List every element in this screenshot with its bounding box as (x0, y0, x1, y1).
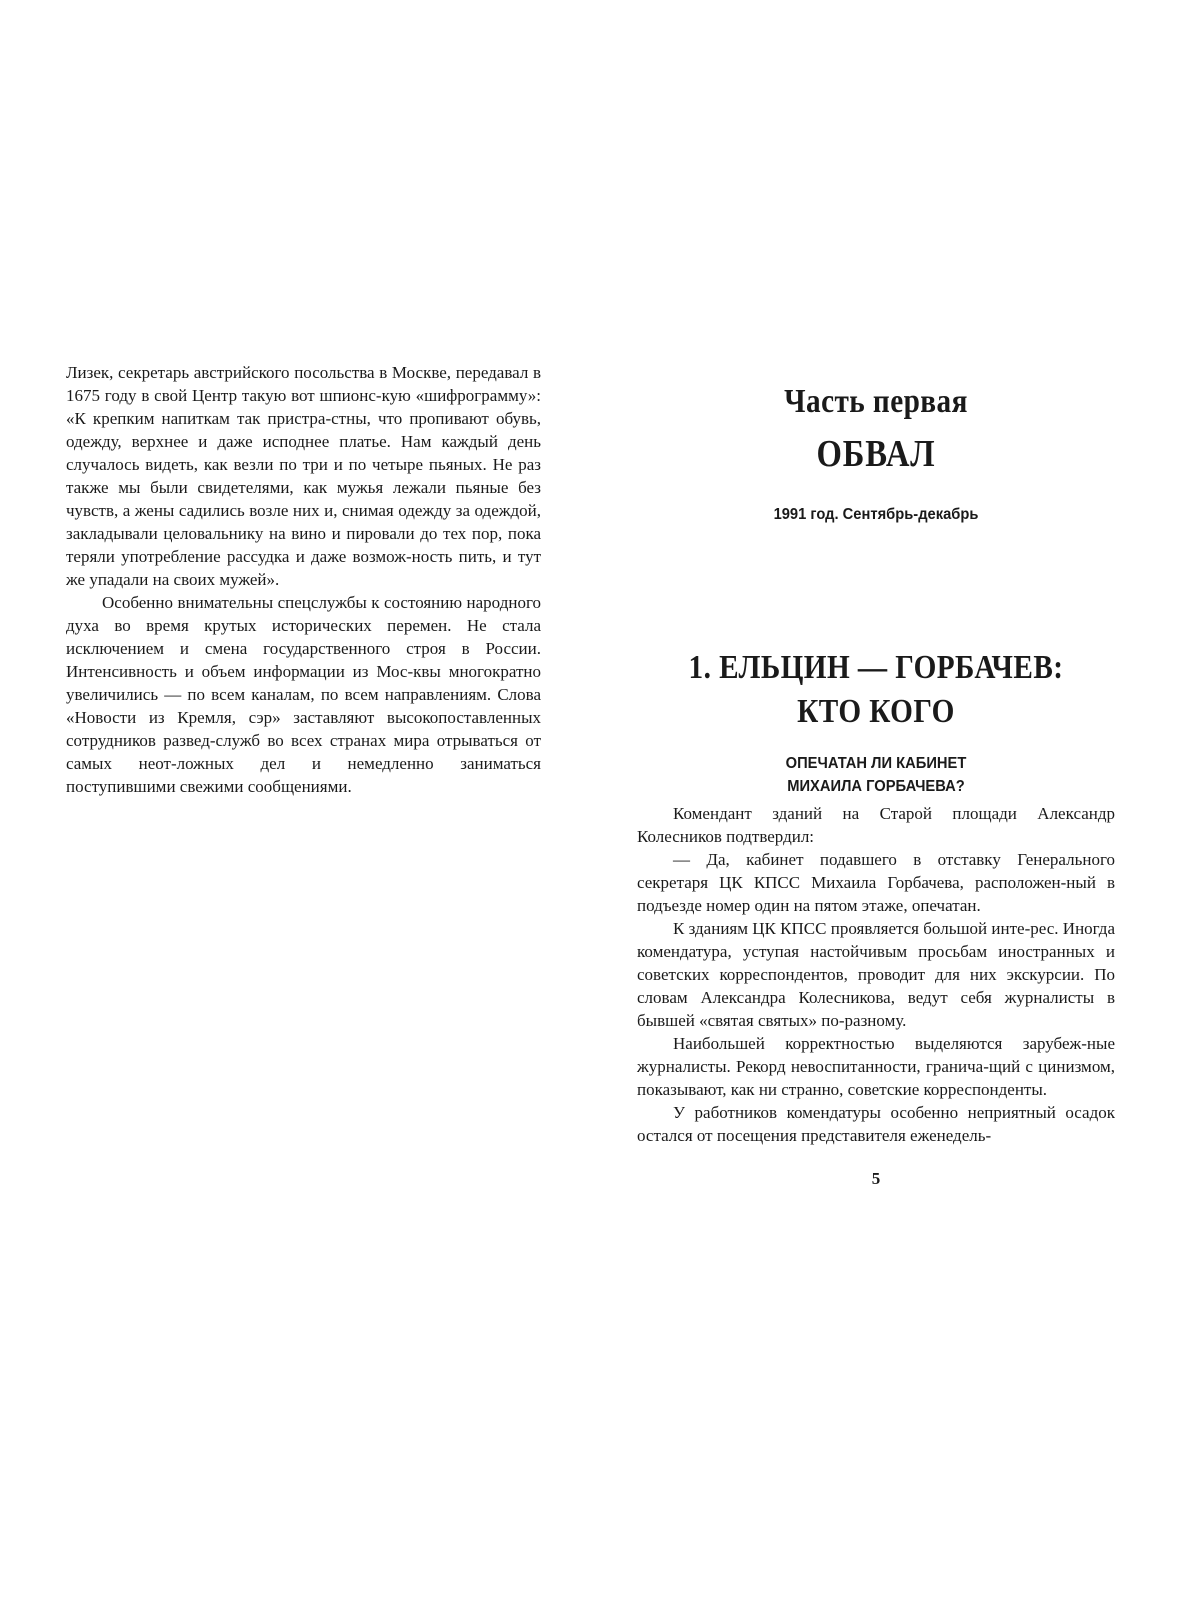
part-dates: 1991 год. Сентябрь-декабрь (773, 506, 979, 523)
page-number: 5 (871, 1169, 881, 1188)
part-name: ОБВАЛ (816, 433, 936, 475)
right-paragraph-2: — Да, кабинет подавшего в отставку Генерального секретаря ЦК КПСС Михаила Горбачева, расположен-ный в подъезде номер один на пятом этаже, опечатан. (637, 850, 1115, 915)
left-page (66, 361, 541, 798)
right-paragraph-4: Наибольшей корректностью выделяются зарубеж-ные журналисты. Рекорд невоспитанности, гранича-щий с цинизмом, показывают, как ни странно, советские корреспонденты. (637, 1034, 1115, 1099)
chapter-title-line-1: 1. ЕЛЬЦИН — ГОРБАЧЕВ: (688, 649, 1064, 686)
right-paragraph-3: К зданиям ЦК КПСС проявляется большой инте-рес. Иногда комендатура, уступая настойчивым просьбам иностранных и советских корреспондентов, проводит для них экскурсии. По словам Александра Колесникова, ведут себя журналисты в бывшей «святая святых» по-разному. (637, 919, 1115, 1030)
part-title: Часть первая (784, 383, 968, 420)
right-paragraph-5: У работников комендатуры особенно неприятный осадок остался от посещения представителя еженедель- (637, 1103, 1115, 1145)
section-title (656, 752, 1096, 798)
section-title-line-1: ОПЕЧАТАН ЛИ КАБИНЕТ (785, 755, 967, 772)
right-paragraph-1: Комендант зданий на Старой площади Александр Колесников подтвердил: (637, 804, 1115, 846)
right-page (637, 380, 1115, 1189)
left-paragraph-1: Лизек, секретарь австрийского посольства в Москве, передавал в 1675 году в свой Центр такую вот шпионс-кую «шифрограмму»: «К крепким напиткам так пристра-стны, что пропивают обувь, одежду, верхнее и даже исподнее платье. Нам каждый день случалось видеть, как везли по три и по четыре пьяных. Не раз также мы были свидетелями, как мужья лежали пьяные без чувств, а жены садились возле них и, снимая одежду за одеждой, закладывали целовальнику на вино и пировали до тех пор, пока теряли употребление рассудка и даже возмож-ность пить, и тут же упадали на своих мужей». (66, 363, 541, 589)
left-paragraph-2: Особенно внимательны спецслужбы к состоянию народного духа во время крутых исторических перемен. Не стала исключением и смена государственного строя в России. Интенсивность и объем информации из Мос-квы многократно увеличились — по всем каналам, по всем направлениям. Слова «Новости из Кремля, сэр» заставляют высокопоставленных сотрудников развед-служб во всех странах мира отрываться от самых неот-ложных дел и немедленно заниматься поступившими свежими сообщениями. (66, 593, 541, 796)
section-title-line-2: МИХАИЛА ГОРБАЧЕВА? (787, 778, 965, 795)
right-body-text (637, 802, 1115, 1147)
chapter-title (670, 646, 1081, 734)
chapter-title-line-2: КТО КОГО (797, 693, 955, 730)
